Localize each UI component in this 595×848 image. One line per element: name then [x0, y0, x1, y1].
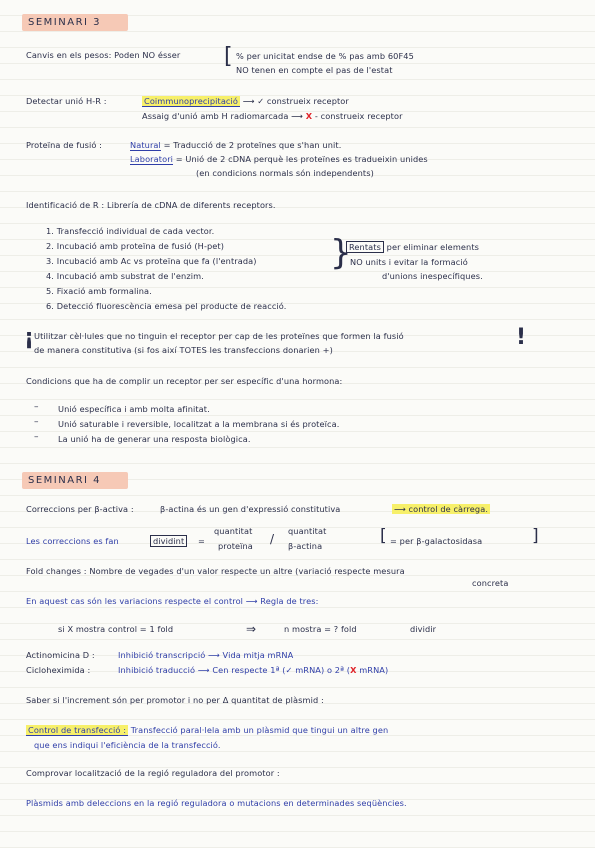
canvis-bullet-2: NO tenen en compte el pas de l'estat	[236, 65, 393, 75]
correccions-text: β-actina és un gen d'expressió constitutiva	[160, 504, 341, 514]
bracket-open: [	[380, 526, 387, 546]
detectar-line-2	[142, 111, 403, 121]
cicloheximida-line	[118, 665, 388, 675]
rentats-line-1	[346, 242, 479, 252]
natural: Natural	[130, 140, 161, 150]
plasmids-line: Plàsmids amb deleccions en la regió reguladora o mutacions en determinades seqüències.	[26, 798, 407, 808]
implies-icon: ⇒	[246, 622, 257, 636]
exclamation-left: ¡	[24, 325, 35, 350]
canvis-bullet-1: % per unicitat endse de % pas amb 60F45	[236, 51, 414, 61]
bracket-close: ]	[532, 526, 539, 546]
saber-line: Saber si l'increment són per promotor i no per Δ quantitat de plàsmid :	[26, 695, 324, 705]
equals-sign: =	[198, 536, 205, 546]
fold-line-1: Fold changes : Nombre de vegades d'un valor respecte un altre (variació respecte mesura	[26, 566, 405, 576]
detectar-line-2-rest: - construeix receptor	[314, 111, 403, 121]
step-6: 6. Detecció fluorescència emesa pel producte de reacció.	[46, 301, 287, 311]
condicio-3: La unió ha de generar una resposta biològica.	[58, 434, 251, 444]
cicloheximida-mid: mRNA) o 2ª (	[295, 665, 351, 675]
rentats-box: Rentats	[346, 241, 384, 253]
curly-bracket: }	[330, 233, 352, 273]
detectar-line-1-rest: ⟶ ✓ construeix receptor	[242, 96, 349, 106]
step-1: 1. Transfecció individual de cada vector.	[46, 226, 215, 236]
actinomicina-label: Actinomicina D :	[26, 650, 95, 660]
correccions-label: Correccions per β-activa :	[26, 504, 134, 514]
control-text-1: Transfecció paral·lela amb un plàsmid que tingui un altre gen	[130, 725, 389, 735]
dash-2: –	[34, 417, 39, 427]
dash-1: –	[34, 402, 39, 412]
dash-3: –	[34, 432, 39, 442]
variacions-line: En aquest cas són les variacions respecte el control ⟶ Regla de tres:	[26, 596, 319, 606]
control-transfeccio: Control de transfecció :	[28, 725, 127, 735]
proteina-line-3: (en condicions normals són independents)	[196, 168, 374, 178]
proteina-label: Proteïna de fusió :	[26, 140, 103, 150]
proteina-line-2	[130, 154, 428, 164]
proteina-line-1-rest: = Traducció de 2 proteïnes que s'han unit.	[163, 140, 342, 150]
coimmunoprecipitacio: Coimmunoprecipitació	[144, 96, 239, 106]
dividint-box: dividint	[150, 535, 187, 547]
rule-left: si X mostra control = 1 fold	[58, 624, 174, 634]
note-line-1: Utilitzar cèl·lules que no tinguin el receptor per cap de les proteïnes que formen la fusió	[34, 331, 404, 341]
step-3: 3. Incubació amb Ac vs proteïna que fa (l'entrada)	[46, 256, 257, 266]
seminari-4-title: SEMINARI 4	[22, 472, 128, 489]
rentats-line-3: d'unions inespecífiques.	[382, 271, 483, 281]
cicloheximida-label: Cicloheximida :	[26, 665, 91, 675]
beta-gal-note: = per β-galactosidasa	[390, 536, 483, 546]
fraction-1-den: proteïna	[218, 541, 253, 551]
rule-note: dividir	[410, 624, 437, 634]
fraction-2-den: β-actina	[288, 541, 323, 551]
cicloheximida-text: Inhibició traducció ⟶ Cen respecte 1ª (	[118, 665, 286, 675]
rentats-text-1: per eliminar elements	[386, 242, 479, 252]
fraction-slash: /	[270, 532, 275, 546]
control-line-2: que ens indiqui l'eficiència de la transfecció.	[34, 740, 221, 750]
condicio-2: Unió saturable i reversible, localitzat a la membrana si és proteïca.	[58, 419, 340, 429]
control-line-1	[26, 725, 388, 735]
cross-icon: X	[305, 111, 313, 121]
fraction-1-num: quantitat	[214, 526, 253, 536]
note-line-2: de manera constitutiva (si fos així TOTES les transfeccions donarien +)	[34, 345, 333, 355]
fold-line-2: concreta	[472, 578, 509, 588]
assaig-unio: Assaig d'unió amb H radiomarcada	[142, 111, 289, 121]
condicio-1: Unió específica i amb molta afinitat.	[58, 404, 210, 414]
dividir-intro: Les correccions es fan	[26, 536, 119, 546]
rule-right: n mostra = ? fold	[284, 624, 357, 634]
control-carrega: ⟶ control de càrrega.	[394, 504, 489, 514]
seminari-3-title: SEMINARI 3	[22, 14, 128, 31]
cross-icon-2: X	[350, 665, 357, 675]
detectar-label: Detectar unió H-R :	[26, 96, 107, 106]
cicloheximida-end: mRNA)	[359, 665, 389, 675]
condicions-label: Condicions que ha de complir un receptor per ser específic d'una hormona:	[26, 376, 343, 386]
exclamation-right: !	[516, 325, 527, 350]
fraction-2-num: quantitat	[288, 526, 327, 536]
actinomicina-text: Inhibició transcripció ⟶ Vida mitja mRNA	[118, 650, 294, 660]
proteina-line-1	[130, 140, 341, 150]
identificacio-label: Identificació de R : Librería de cDNA de diferents receptors.	[26, 200, 276, 210]
step-2: 2. Incubació amb proteïna de fusió (H-pet)	[46, 241, 225, 251]
detectar-line-1	[142, 96, 349, 106]
check-icon: ✓	[285, 665, 293, 675]
arrow-icon: ⟶	[291, 111, 304, 121]
laboratori: Laboratori	[130, 154, 174, 164]
step-5: 5. Fixació amb formalina.	[46, 286, 152, 296]
proteina-line-2-rest: = Unió de 2 cDNA perquè les proteïnes es tradueixin unides	[175, 154, 428, 164]
canvis-label: Canvis en els pesos: Poden NO ésser	[26, 50, 181, 60]
rentats-line-2: NO units i evitar la formació	[350, 257, 468, 267]
comprovar-line: Comprovar localització de la regió reguladora del promotor :	[26, 768, 280, 778]
bracket-left: [	[224, 44, 233, 69]
step-4: 4. Incubació amb substrat de l'enzim.	[46, 271, 204, 281]
